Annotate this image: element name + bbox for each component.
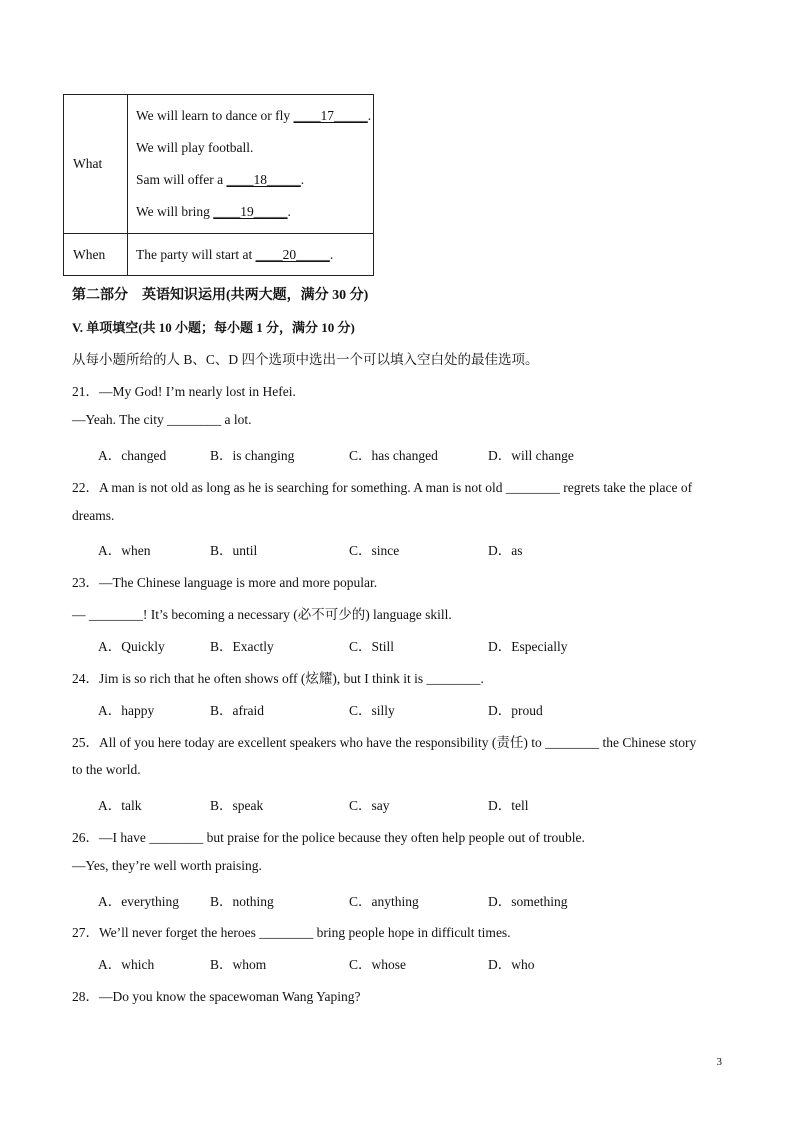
option-c[interactable]: C．anything: [349, 894, 419, 909]
line-text: We will play football.: [136, 140, 254, 155]
instructions: 从每小题所给的人 B、C、D 四个选项中选出一个可以填入空白处的最佳选项。: [72, 352, 539, 367]
line-punct: .: [287, 204, 291, 219]
line-text: We will learn to dance or fly: [136, 108, 294, 123]
option-b[interactable]: B．afraid: [210, 703, 264, 718]
option-a[interactable]: A．when: [98, 543, 151, 558]
option-a[interactable]: A．everything: [98, 894, 179, 909]
table-line: [136, 132, 373, 164]
option-c[interactable]: C．silly: [349, 703, 395, 718]
option-b[interactable]: B．until: [210, 543, 258, 558]
option-b[interactable]: B．speak: [210, 798, 264, 813]
option-c[interactable]: C．since: [349, 543, 400, 558]
option-c[interactable]: C．say: [349, 798, 390, 813]
row-label: When: [64, 234, 128, 276]
option-a[interactable]: A．talk: [98, 798, 142, 813]
option-b[interactable]: B．is changing: [210, 448, 295, 463]
table-line: [136, 164, 373, 196]
option-d[interactable]: D．something: [488, 894, 568, 909]
row-content: [128, 95, 374, 234]
question-23-line-1: 23．—The Chinese language is more and more popular.: [72, 575, 378, 590]
option-a[interactable]: A．Quickly: [98, 639, 165, 654]
option-d[interactable]: D．as: [488, 543, 523, 558]
question-21-line-2: —Yeah. The city ________ a lot.: [72, 412, 252, 427]
line-text: The party will start at: [136, 246, 256, 262]
question-21-line-1: 21．—My God! I’m nearly lost in Hefei.: [72, 384, 296, 399]
option-d[interactable]: D．will change: [488, 448, 574, 463]
question-26-line-2: —Yes, they’re well worth praising.: [72, 858, 262, 873]
line-punct: .: [367, 108, 372, 123]
row-content: [128, 234, 374, 276]
question-27-line-1: 27．We’ll never forget the heroes ________ bring people hope in difficult times.: [72, 925, 511, 940]
table-line: [136, 100, 373, 132]
answer-blank-17[interactable]: ____17_____: [293, 108, 368, 123]
option-c[interactable]: C．has changed: [349, 448, 438, 463]
question-22-line-1: 22．A man is not old as long as he is searching for something. A man is not old ________ regrets take the place of: [72, 480, 693, 495]
question-25-line-1: 25．All of you here today are excellent speakers who have the responsibility (责任) to ________ the Chinese story: [72, 735, 697, 750]
table-row-what: [64, 95, 374, 234]
question-26-line-1: 26．—I have ________ but praise for the police because they often help people out of trouble.: [72, 830, 585, 845]
question-25-line-2: to the world.: [72, 762, 141, 777]
line-text: Sam will offer a: [136, 172, 227, 187]
option-d[interactable]: D．who: [488, 957, 535, 972]
option-c[interactable]: C．Still: [349, 639, 395, 654]
option-d[interactable]: D．Especially: [488, 639, 568, 654]
section-title: V. 单项填空(共 10 小题；每小题 1 分，满分 10 分): [72, 320, 355, 335]
answer-blank-20[interactable]: ____20_____: [255, 246, 330, 262]
part-title: 第二部分 英语知识运用(共两大题，满分 30 分): [72, 288, 369, 303]
line-text: We will bring: [136, 204, 214, 219]
option-a[interactable]: A．happy: [98, 703, 155, 718]
question-24-line-1: 24．Jim is so rich that he often shows off (炫耀), but I think it is ________.: [72, 671, 484, 686]
option-a[interactable]: A．changed: [98, 448, 167, 463]
option-b[interactable]: B．nothing: [210, 894, 274, 909]
option-c[interactable]: C．whose: [349, 957, 406, 972]
question-23-line-2: — ________! It’s becoming a necessary (必不可少的) language skill.: [72, 607, 452, 622]
option-d[interactable]: D．proud: [488, 703, 543, 718]
question-28-line-1: 28．—Do you know the spacewoman Wang Yaping?: [72, 989, 361, 1004]
answer-blank-19[interactable]: ____19_____: [213, 204, 288, 219]
line-punct: .: [329, 246, 334, 262]
table-line: [136, 239, 373, 271]
table-row-when: [64, 234, 374, 276]
info-table: [63, 94, 374, 276]
option-d[interactable]: D．tell: [488, 798, 529, 813]
answer-blank-18[interactable]: ____18_____: [226, 172, 301, 187]
page-number: 3: [716, 1056, 722, 1068]
question-22-line-2: dreams.: [72, 508, 115, 523]
option-a[interactable]: A．which: [98, 957, 155, 972]
line-punct: .: [300, 172, 305, 187]
table-line: [136, 196, 373, 228]
row-label: What: [64, 95, 128, 234]
option-b[interactable]: B．whom: [210, 957, 267, 972]
option-b[interactable]: B．Exactly: [210, 639, 274, 654]
